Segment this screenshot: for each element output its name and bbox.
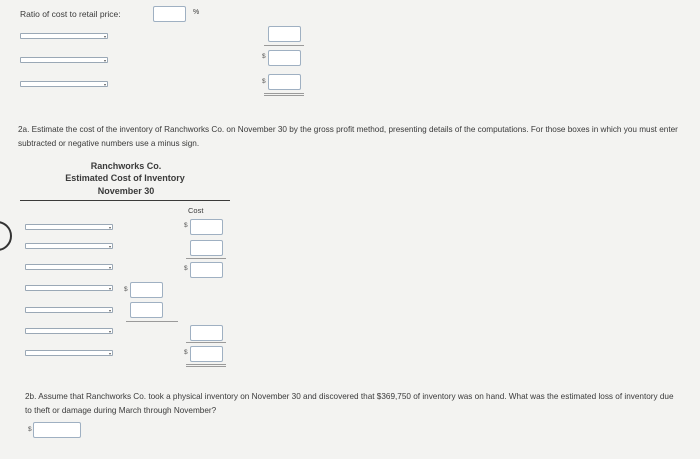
statement-date: November 30 bbox=[97, 186, 155, 196]
dollar-sign: $ bbox=[184, 265, 188, 272]
cost-amount-3[interactable] bbox=[190, 262, 223, 278]
dollar-sign: $ bbox=[28, 426, 32, 433]
double-rule bbox=[186, 366, 226, 367]
cost-amount-1[interactable] bbox=[190, 219, 223, 235]
select-row-1[interactable] bbox=[25, 224, 113, 230]
mid-amount-1[interactable] bbox=[130, 282, 163, 298]
cost-amount-5[interactable] bbox=[190, 346, 223, 362]
double-rule bbox=[186, 364, 226, 365]
double-rule bbox=[264, 93, 304, 94]
chevron-down-icon: ▾ bbox=[108, 351, 111, 356]
total-rule bbox=[186, 258, 226, 259]
chevron-down-icon: ▾ bbox=[108, 265, 111, 270]
loss-amount-input[interactable] bbox=[33, 422, 81, 438]
double-rule bbox=[264, 95, 304, 96]
chevron-down-icon: ▾ bbox=[103, 34, 106, 39]
question-2b: 2b. Assume that Ranchworks Co. took a physical inventory on November 30 and discovered that $369,750 of inventory was on hand. What was the estimated loss of inventory due to theft or damage during March through November? bbox=[25, 392, 674, 415]
top-amount-1[interactable] bbox=[268, 26, 301, 42]
select-top-3[interactable] bbox=[20, 81, 108, 87]
column-header-cost: Cost bbox=[188, 206, 204, 215]
chevron-down-icon: ▾ bbox=[103, 58, 106, 63]
select-row-4[interactable] bbox=[25, 285, 113, 291]
total-rule bbox=[126, 321, 178, 322]
chevron-down-icon: ▾ bbox=[108, 308, 111, 313]
ratio-label: Ratio of cost to retail price: bbox=[20, 9, 121, 19]
dollar-sign: $ bbox=[184, 349, 188, 356]
top-amount-3[interactable] bbox=[268, 74, 301, 90]
heading-rule bbox=[20, 200, 230, 201]
cost-amount-4[interactable] bbox=[190, 325, 223, 341]
dollar-sign: $ bbox=[262, 53, 266, 60]
question-2a: 2a. Estimate the cost of the inventory of Ranchworks Co. on November 30 by the gross profit method, presenting details of the computations. For those boxes in which you must enter subtracted or negative numbers use a minus sign. bbox=[18, 125, 678, 148]
statement-title: Estimated Cost of Inventory bbox=[65, 173, 185, 183]
select-row-5[interactable] bbox=[25, 307, 113, 313]
total-rule bbox=[186, 342, 226, 343]
chevron-down-icon: ▾ bbox=[108, 225, 111, 230]
mid-amount-2[interactable] bbox=[130, 302, 163, 318]
dollar-sign: $ bbox=[262, 78, 266, 85]
select-top-1[interactable] bbox=[20, 33, 108, 39]
total-rule bbox=[264, 45, 304, 46]
dollar-sign: $ bbox=[124, 286, 128, 293]
chevron-down-icon: ▾ bbox=[108, 244, 111, 249]
select-row-7[interactable] bbox=[25, 350, 113, 356]
dollar-sign: $ bbox=[184, 222, 188, 229]
company-name: Ranchworks Co. bbox=[90, 161, 162, 171]
cost-amount-2[interactable] bbox=[190, 240, 223, 256]
select-top-2[interactable] bbox=[20, 57, 108, 63]
select-row-6[interactable] bbox=[25, 328, 113, 334]
select-row-3[interactable] bbox=[25, 264, 113, 270]
chevron-down-icon: ▾ bbox=[108, 329, 111, 334]
top-amount-2[interactable] bbox=[268, 50, 301, 66]
partial-circle-marker bbox=[0, 221, 12, 251]
select-row-2[interactable] bbox=[25, 243, 113, 249]
ratio-input[interactable] bbox=[153, 6, 186, 22]
chevron-down-icon: ▾ bbox=[103, 82, 106, 87]
percent-symbol: % bbox=[193, 9, 200, 16]
chevron-down-icon: ▾ bbox=[108, 286, 111, 291]
